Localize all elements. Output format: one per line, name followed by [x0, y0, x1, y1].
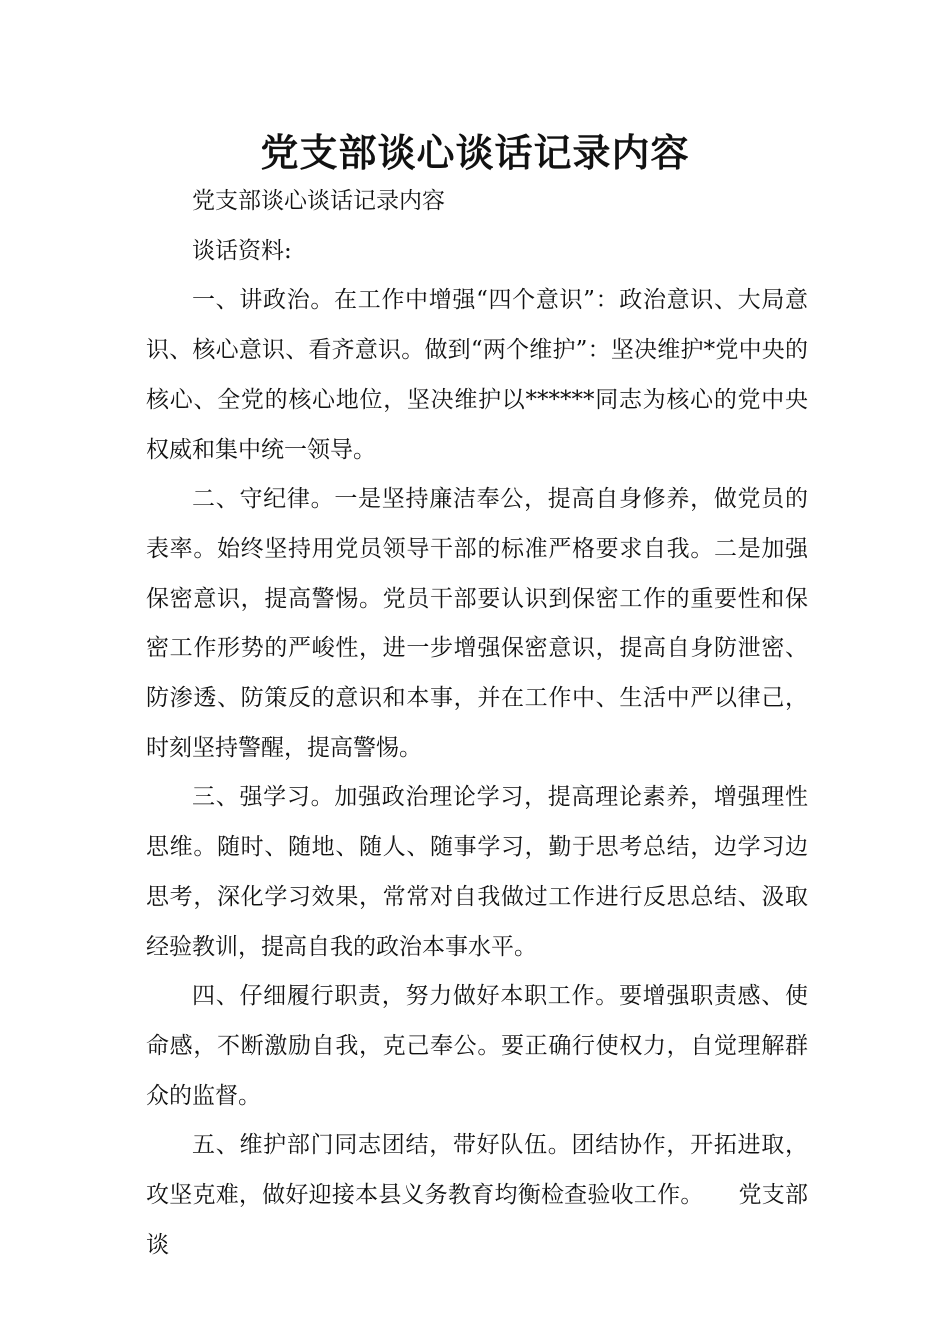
intro-paragraph: 谈话资料: — [192, 237, 292, 264]
subtitle-paragraph: 党支部谈心谈话记录内容 — [192, 188, 445, 214]
paragraph-study: 三、强学习。加强政治理论学习，提高理论素养，增强理性思维。随时、随地、随人、随事学习，勤于思考总结，边学习边思考，深化学习效果，常常对自我做过工作进行反思总结、汲取经验教训，提高自我的政治本事水平。 — [146, 784, 808, 960]
document-title: 党支部谈心谈话记录内容 — [260, 131, 690, 175]
paragraph-duties: 四、仔细履行职责，努力做好本职工作。要增强职责感、使命感，不断激励自我，克己奉公。要正确行使权力，自觉理解群众的监督。 — [146, 983, 808, 1109]
paragraph-discipline: 二、守纪律。一是坚持廉洁奉公，提高自身修养，做党员的表率。始终坚持用党员领导干部的标准严格要求自我。二是加强保密意识，提高警惕。党员干部要认识到保密工作的重要性和保密工作形势的严峻性，进一步增强保密意识，提高自身防泄密、防渗透、防策反的意识和本事，并在工作中、生活中严以律己，时刻坚持警醒，提高警惕。 — [146, 486, 808, 761]
paragraph-politics: 一、讲政治。在工作中增强“四个意识”：政治意识、大局意识、核心意识、看齐意识。做到“两个维护”：坚决维护*党中央的核心、全党的核心地位，坚决维护以******同志为核心的党中央权威和集中统一领导。 — [146, 287, 808, 463]
paragraph-unity: 五、维护部门同志团结，带好队伍。团结协作，开拓进取，攻坚克难，做好迎接本县义务教育均衡检查验收工作。 党支部谈 — [146, 1132, 808, 1258]
document-body — [146, 177, 808, 1270]
